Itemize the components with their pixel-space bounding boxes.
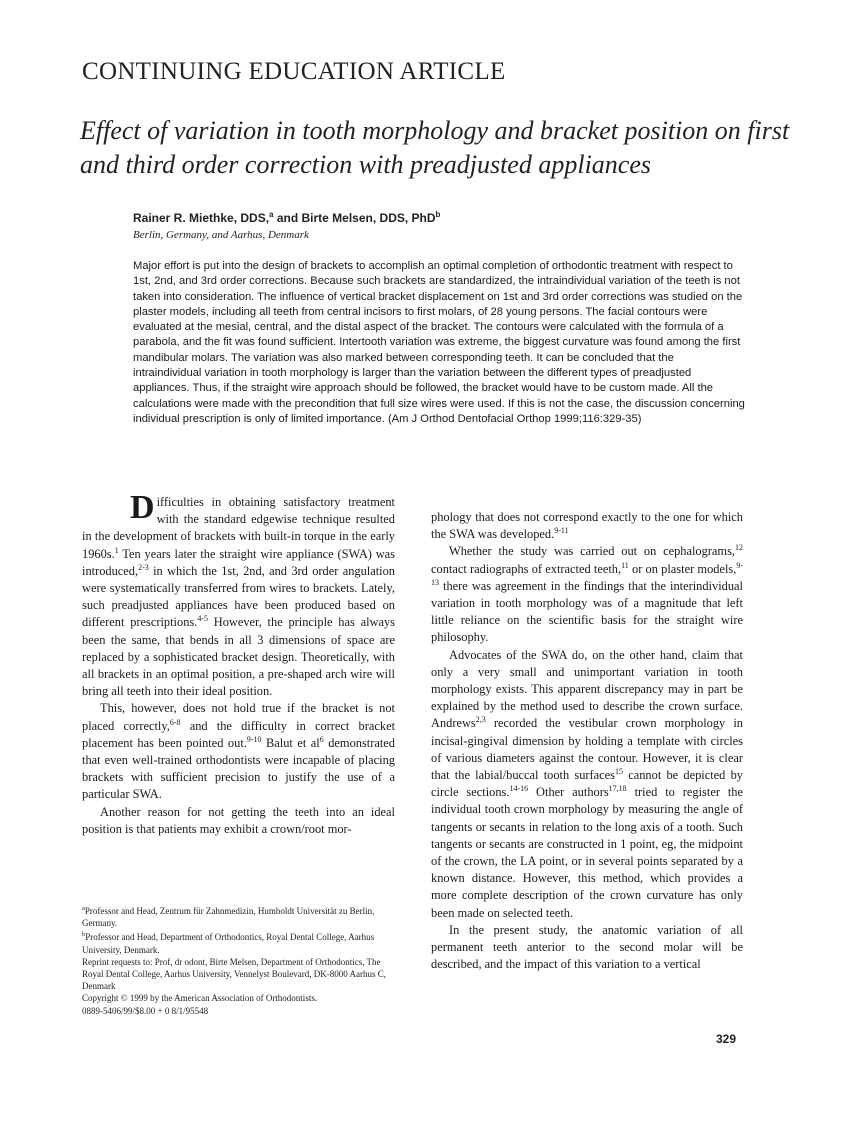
body-text: Ten years later the straight wire appliance (SWA) was introduced, [82,546,395,578]
citation: 6-8 [169,717,181,727]
citation: 2-3 [138,562,149,572]
body-paragraph [431,509,743,543]
section-label: CONTINUING EDUCATION ARTICLE [82,58,506,85]
body-text: Whether the study was carried out on cephalograms, [449,544,735,559]
article-title: Effect of variation in tooth morphology and bracket position on first and third order correction with preadjusted appliances [80,116,790,179]
body-text: This, however, does not hold true if the bracket is not placed correctly, [82,701,395,733]
body-text: Balut et al [261,735,320,750]
citation: 14-16 [509,784,529,794]
author-name: Rainer R. Miethke, DDS, [133,211,270,225]
reprint-note: Reprint requests to: Prof, dr odont, Birte Melsen, Department of Orthodontics, The Royal Dental College, Aarhus University, Vennelyst Boulevard, DK-8000 Aarhus C, Denmark [82,956,386,992]
body-paragraph [82,489,395,700]
author-name: Birte Melsen, DDS, PhD [301,211,436,225]
author-affiliation-mark: a [269,210,274,219]
body-text: ifficulties in obtaining satisfactory treatment with the standard edgewise technique resulted in the development of brackets with built-in torque in the early 1960s. [82,495,395,561]
footnote-text: Professor and Head, Department of Orthodontics, Royal Dental College, Aarhus University, Denmark. [82,932,375,955]
author-affiliation: Berlin, Germany, and Aarhus, Denmark [133,229,309,241]
body-paragraph: Another reason for not getting the teeth into an ideal position is that patients may exhibit a crown/root mor- [82,804,395,836]
body-text: and the difficulty in correct bracket placement has been pointed out. [82,718,396,750]
body-paragraph [431,543,743,646]
page-number: 329 [716,1032,737,1046]
author-affiliation-mark: b [435,210,441,219]
body-paragraph [431,647,743,922]
body-text: cannot be depicted by circle sections. [431,768,743,800]
body-text: contact radiographs of extracted teeth, [431,561,622,576]
footnote-mark: a [82,905,85,912]
body-column-right [431,509,743,973]
body-paragraph: In the present study, the anatomic variation of all permanent teeth anterior to the second molar will be described, and the impact of this variation to a vertical [431,922,743,972]
body-text: Advocates of the SWA do, on the other hand, claim that only a very small and unimportant variation in tooth morphology exists. This apparent discrepancy may in part be explained by the method used to describe the crown surface. Andrews [431,647,743,731]
body-text: phology that does not correspond exactly to the one for which the SWA was developed. [431,510,743,542]
body-text: However, the principle has always been the same, that bends in all 3 dimensions of space are replaced by a sophisticated bracket design. Theoretically, with all brackets in an optimal position, a pre-shaped arch wire will bring all teeth into their ideal position. [82,615,395,699]
article-code: 0889-5406/99/$8.00 + 0 8/1/95548 [82,1005,209,1016]
body-text: tried to register the individual tooth crown morphology by measuring the angle of tangents or secants in relation to the long axis of a tooth. Such tangents or secants are constructed in 1 point, eg, the midpoint of the crown, the LA point, or in several points separated by a known distance. However, this method, which provides a more complete description of the crown curvature has only been made on selected teeth. [431,785,744,920]
abstract: Major effort is put into the design of brackets to accomplish an optimal completion of orthodontic treatment with respect to 1st, 2nd, and 3rd order corrections. Because such brackets are standardized, the intraindividual variation of the teeth is not taken into consideration. The influence of vertical bracket displacement on 1st and 3rd order corrections was studied on the plaster models, including all teeth from central incisors to first molars, of 28 young persons. The facial contours were evaluated at the mesial, central, and the distal aspect of the bracket. The contours were calculated with the formula of a parabola, and the fit was found sufficient. Intertooth variation was extreme, the biggest curvature was found among the first mandibular molars. The variation was also marked between corresponding teeth. It can be concluded that the intraindividual variation in tooth morphology is larger than the variation between the different types of preadjusted appliances. Thus, if the straight wire approach should be followed, the bracket would have to be custom made. All the calculations were made with the precondition that full size wires were used. If this is not the case, the discussion concerning individual prescription is only of limited importance. (Am J Orthod Dentofacial Orthop 1999;116:329-35) [133,260,745,425]
body-column-left [82,489,396,838]
author-conjunction: and [273,211,302,225]
body-text: demonstrated that even well-trained orthodontists were incapable of placing brackets with sufficient precision to justify the use of a particular SWA. [82,735,395,802]
citation: 17,18 [608,784,627,794]
citation: 4-5 [197,614,208,624]
citation: 12 [735,543,743,553]
body-text: in which the 1st, 2nd, and 3rd order angulation were systematically transferred from wires to brackets. Lately, such preadjusted appliances have been produced based on different prescriptions. [82,563,395,630]
drop-cap: D [130,489,155,526]
citation: 15 [615,766,623,776]
body-text: recorded the vestibular crown morphology in incisal-gingival dimension by holding a template with circles of various diameters against the contour. However, it is clear that the labial/buccal tooth surfaces [431,716,743,783]
body-paragraph [82,700,395,803]
footnote-mark: b [82,931,86,939]
citation: 6 [319,734,324,744]
citation: 2,3 [475,715,486,725]
citation: 11 [621,560,629,570]
body-text: there was agreement in the findings that the interindividual variation in tooth morphology was of a magnitude that left little reliance on the scientific basis for the straight wire philosophy. [431,578,743,645]
footnote [82,929,400,955]
citation: 9-13 [431,560,743,587]
citation: 9-10 [246,734,262,744]
citation: 1 [114,545,119,555]
citation: 9-11 [554,526,569,536]
footnote [82,903,400,929]
body-text: Other authors [528,785,609,800]
footnotes [82,903,400,1017]
author-line [133,210,440,225]
body-text: or on plaster models, [628,561,737,576]
footnote-text: Professor and Head, Zentrum für Zahnmedizin, Humboldt Universität zu Berlin, Germany. [82,906,375,929]
copyright-note: Copyright © 1999 by the American Association of Orthodontists. [82,993,318,1004]
